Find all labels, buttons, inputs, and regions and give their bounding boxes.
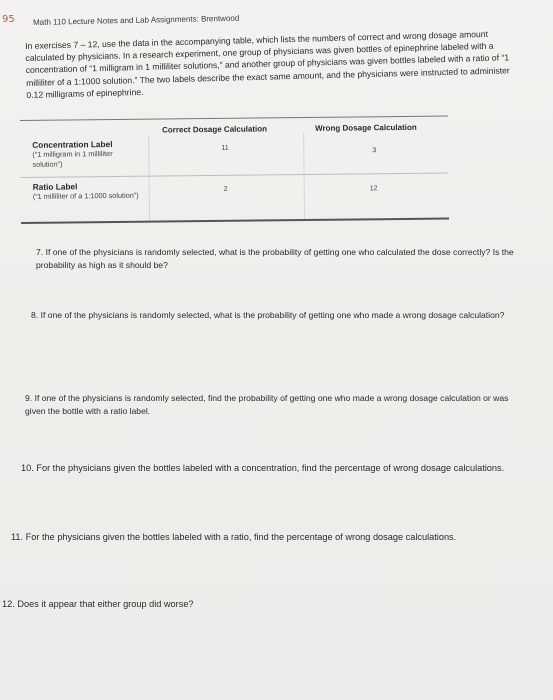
question-text: For the physicians given the bottles labeled with a ratio, find the percentage of wrong dosage calculations. [25,532,457,542]
question-number: 8. [31,310,39,320]
question-8 [31,309,535,322]
question-text: For the physicians given the bottles labeled with a concentration, find the percentage of wrong dosage calculations. [36,463,505,473]
question-number: 12. [2,599,15,609]
table-top-rule [20,116,448,121]
table-cell: 3 [372,147,377,155]
question-text: If one of the physicians is randomly selected, find the probability of getting one who made a wrong dosage calculation or was given the bottle with a ratio label. [25,393,509,416]
row-divider [21,173,449,178]
row-title: Ratio Label [32,181,78,192]
column-header-wrong: Wrong Dosage Calculation [315,122,417,133]
table-cell: 12 [369,185,378,193]
question-7 [36,246,532,272]
row-label-ratio [33,181,145,202]
question-number: 9. [25,393,33,403]
question-11 [11,531,511,545]
table-cell: 2 [223,185,228,193]
column-header-correct: Correct Dosage Calculation [162,124,268,135]
question-number: 10. [21,463,34,473]
column-divider [148,135,150,221]
page-header: Math 110 Lecture Notes and Lab Assignments: Brentwood [33,13,240,27]
question-12 [2,598,502,612]
question-number: 11. [11,532,24,542]
table-bottom-rule [21,218,449,224]
row-title: Concentration Label [32,139,113,150]
intro-paragraph: In exercises 7 – 12, use the data in the accompanying table, which lists the numbers of correct and wrong dosage amount calculated by physicians. In a research experiment, one group of physicians was given bottles of epinephrine labeled with a concentration of “1 milligram in 1 milliliter solutions,” and another group of physicians was given bottles labeled with a ratio of “1 milliliter of a 1:1000 solution.” The two labels describe the exact same amount, and the physicians were instructed to administer 0.12 milligrams of epinephrine. [25,28,510,100]
question-9 [25,392,531,418]
question-10 [21,462,547,476]
row-subtitle: (“1 milliliter of a 1:1000 solution”) [32,190,139,201]
question-number: 7. [36,247,44,257]
question-text: If one of the physicians is randomly selected, what is the probability of getting one who calculated the dose correctly? Is the probability as high as it should be? [36,247,514,270]
row-subtitle: (“1 milligram in 1 milliliter solution”) [32,149,113,169]
question-text: Does it appear that either group did worse? [17,599,194,609]
table-cell: 11 [221,144,229,152]
question-text: If one of the physicians is randomly selected, what is the probability of getting one who made a wrong dosage calculation? [40,310,505,320]
row-label-concentration [32,139,144,170]
dosage-table [20,116,449,223]
column-divider [303,133,305,219]
handwritten-page-number: 95 [2,14,15,25]
